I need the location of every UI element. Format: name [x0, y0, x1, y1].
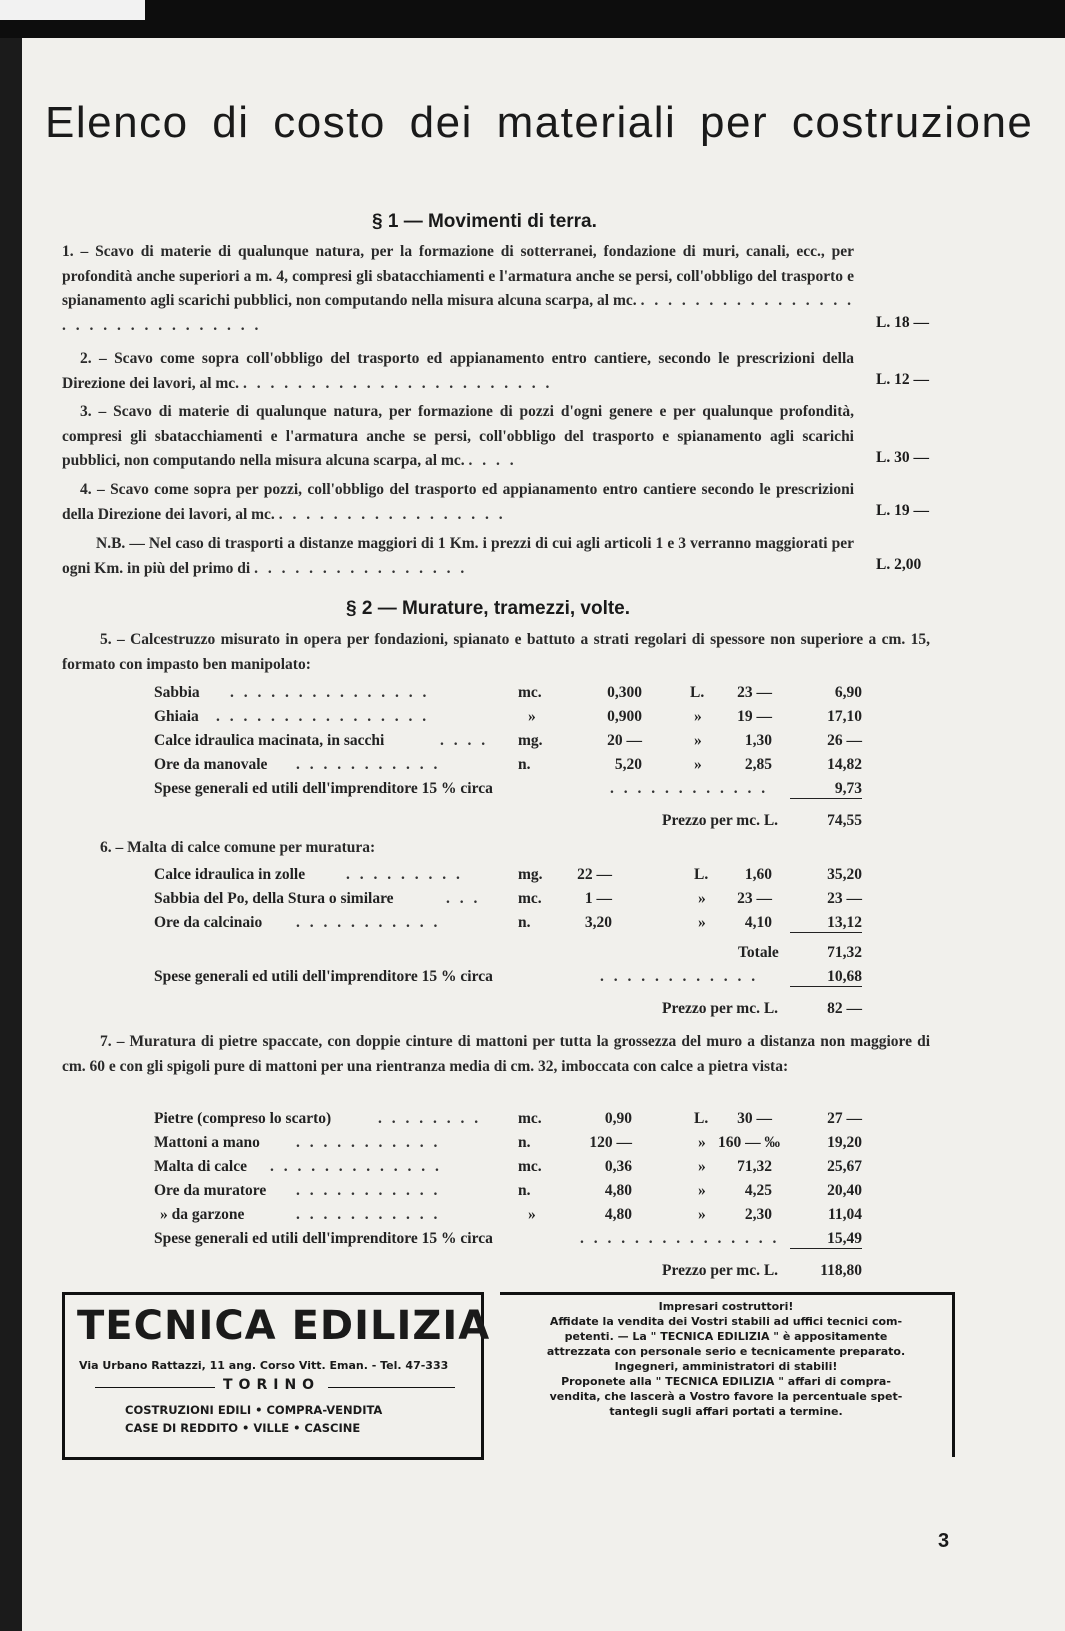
quantity: 20 —	[607, 732, 642, 749]
total-row	[0, 1000, 1000, 1022]
unit: mc.	[518, 684, 542, 701]
currency: L.	[694, 1110, 709, 1127]
amount: 13,12	[790, 914, 862, 933]
item-2-price: L. 12 —	[876, 371, 929, 388]
unit: »	[528, 1206, 536, 1223]
quantity: 0,90	[604, 1110, 632, 1127]
item-text: Scavo come sopra coll'obbligo del trasporto ed appianamento entro cantiere, secondo le prescrizioni della Direzione dei lavori, al mc.	[62, 350, 854, 392]
unit: mg.	[518, 866, 543, 883]
item-7: 7. – Muratura di pietre spaccate, con doppie cinture di mattoni per tutta la grossezza del muro a distanza non maggiore di cm. 60 e con gli spigoli pure di mattoni per una rientranza media di cm. 32, imboccata con calce a pietra vista:	[62, 1033, 931, 1075]
item-number: N.B.	[96, 535, 126, 552]
ad-address: Via Urbano Rattazzi, 11 ang. Corso Vitt. Eman. - Tel. 47-333	[79, 1359, 449, 1372]
item-number: 5.	[100, 631, 112, 648]
rate: 71,32	[737, 1158, 772, 1175]
overhead-amount: 15,49	[790, 1230, 862, 1249]
ad-text	[506, 1299, 946, 1419]
table-row: Ore da muratore . . . . . . . . . . . n. 4,80 » 4,25 20,40	[154, 1182, 862, 1199]
table-row: Pietre (compreso lo scarto) . . . . . . . . mc. 0,90 L. 30 — 27 —	[154, 1110, 862, 1127]
table-row: Sabbia del Po, della Stura o similare . . . mc. 1 — » 23 — 23 —	[154, 890, 862, 907]
amount: 17,10	[827, 708, 862, 725]
table-row: Calce idraulica macinata, in sacchi . . . . mg. 20 — » 1,30 26 —	[154, 732, 862, 749]
amount: 25,67	[827, 1158, 862, 1175]
overhead-amount: 10,68	[790, 968, 862, 987]
ad-line: Proponete alla " TECNICA EDILIZIA " affari di compra-	[561, 1375, 891, 1388]
item-number: 6.	[100, 839, 112, 856]
table-row: Calce idraulica in zolle . . . . . . . . . mg. 22 — L. 1,60 35,20	[154, 866, 862, 883]
currency: L.	[690, 684, 705, 701]
item-number: 2.	[80, 350, 92, 367]
unit: n.	[518, 914, 531, 931]
currency: »	[698, 1206, 706, 1223]
table-row: Malta di calce . . . . . . . . . . . . . mc. 0,36 » 71,32 25,67	[154, 1158, 862, 1175]
rate: 30 —	[737, 1110, 772, 1127]
quantity: 3,20	[584, 914, 612, 931]
scan-top-border	[0, 0, 1065, 38]
amount: 23 —	[827, 890, 862, 907]
section-1-heading: § 1 — Movimenti di terra.	[372, 211, 597, 232]
unit: n.	[518, 1134, 531, 1151]
amount: 19,20	[827, 1134, 862, 1151]
total-label: Prezzo per mc. L.	[662, 812, 779, 829]
ad-line: Affidate la vendita dei Vostri stabili ad uffici tecnici com-	[549, 1315, 903, 1328]
table-row: Ore da manovale . . . . . . . . . . . n. 5,20 » 2,85 14,82	[154, 756, 862, 773]
item-1: 1. – Scavo di materie di qualunque natura, per la formazione di sotterranei, fondazione di muri, canali, ecc., per profondità anche superiori a m. 4, compresi gli sbatacchiamenti e l'armatura anche se persi, coll'obbligo del trasporto e spianamento agli scarichi pubblici, non computando nella misura alcuna scarpa, al mc. . . . . . . . . . . . . . . . . . . . . . . . . . . . . . . .	[62, 243, 855, 334]
rate: 2,30	[744, 1206, 772, 1223]
amount: 20,40	[827, 1182, 862, 1199]
item-3: 3. – Scavo di materie di qualunque natura, per formazione di pozzi d'ogni genere e per qualunque profondità, compresi gli sbatacchiamenti e l'armatura anche se persi, coll'obbligo del trasporto e spianamento agli scarichi pubblici, non computando nella misura alcuna scarpa, al mc. . . . .	[62, 403, 855, 469]
ad-city: TORINO	[215, 1377, 328, 1393]
material-name: Ore da muratore	[154, 1182, 267, 1199]
table-row: Mattoni a mano . . . . . . . . . . . n. 120 — » 160 — ‰ 19,20	[154, 1134, 862, 1151]
currency: »	[694, 732, 702, 749]
quantity: 0,36	[604, 1158, 632, 1175]
page-title: Elenco di costo dei materiali per costruzione	[45, 98, 1034, 147]
rate: 23 —	[737, 890, 772, 907]
ad-brand: TECNICA EDILIZIA	[77, 1303, 491, 1349]
rate: 160 — ‰	[718, 1134, 780, 1151]
ad-line: attrezzata con personale serio e tecnicamente preparato.	[546, 1345, 906, 1358]
item-text: Scavo di materie di qualunque natura, per la formazione di sotterranei, fondazione di muri, canali, ecc., per profondità anche superiori a m. 4, compresi gli sbatacchiamenti e l'armatura anche se persi, coll'obbligo del trasporto e spianamento agli scarichi pubblici, non computando nella misura alcuna scarpa, al mc.	[62, 243, 855, 309]
table-row: Sabbia . . . . . . . . . . . . . . . mc. 0,300 L. 23 — 6,90	[154, 684, 862, 701]
amount: 11,04	[827, 1206, 862, 1223]
rate: 1,30	[744, 732, 772, 749]
amount: 26 —	[827, 732, 862, 749]
currency: »	[694, 708, 702, 725]
subtotal-label: Totale	[738, 944, 779, 961]
ad-services-1: COSTRUZIONI EDILI • COMPRA-VENDITA	[125, 1403, 383, 1417]
ad-line: vendita, che lascerà a Vostro favore la percentuale spet-	[549, 1390, 903, 1403]
quantity: 22 —	[577, 866, 612, 883]
material-name: Calce idraulica in zolle	[154, 866, 306, 883]
item-6: 6. – Malta di calce comune per muratura:	[100, 839, 376, 856]
subtotal-amount: 71,32	[827, 944, 862, 961]
advertisement-box	[62, 1292, 491, 1460]
overhead-label: Spese generali ed utili dell'imprenditore 15 % circa	[154, 968, 493, 985]
material-name: Calce idraulica macinata, in sacchi	[154, 732, 385, 749]
advertisement-text	[500, 1292, 955, 1457]
page-number: 3	[938, 1530, 950, 1552]
total-row	[0, 812, 1000, 834]
item-number: 3.	[80, 403, 92, 420]
quantity: 4,80	[604, 1206, 632, 1223]
total-label: Prezzo per mc. L.	[662, 1000, 779, 1017]
ad-services-2: CASE DI REDDITO • VILLE • CASCINE	[125, 1421, 361, 1435]
ad-line: Ingegneri, amministratori di stabili!	[614, 1360, 838, 1373]
total-label: Prezzo per mc. L.	[662, 1262, 779, 1279]
ad-line: petenti. — La " TECNICA EDILIZIA " è appositamente	[564, 1330, 888, 1343]
total-amount: 118,80	[820, 1262, 862, 1279]
overhead-amount: 9,73	[790, 780, 862, 799]
table-row: Ghiaia . . . . . . . . . . . . . . . . » 0,900 » 19 — 17,10	[154, 708, 862, 725]
material-name: Ore da manovale	[154, 756, 268, 773]
overhead-row: Spese generali ed utili dell'imprenditore 15 % circa . . . . . . . . . . . . . . . 15,49	[154, 1230, 862, 1247]
rate: 2,85	[744, 756, 772, 773]
currency: »	[698, 1134, 706, 1151]
unit: »	[528, 708, 536, 725]
ad-line: tantegli sugli affari portati a termine.	[609, 1405, 843, 1418]
material-name: Mattoni a mano	[154, 1134, 260, 1151]
material-name: Ghiaia	[154, 708, 199, 725]
unit: mc.	[518, 1110, 542, 1127]
scan-left-border	[0, 38, 22, 1631]
overhead-label: Spese generali ed utili dell'imprenditore 15 % circa	[154, 780, 493, 797]
currency: »	[698, 1158, 706, 1175]
quantity: 0,300	[607, 684, 642, 701]
currency: »	[694, 756, 702, 773]
item-text: — Nel caso di trasporti a distanze maggiori di 1 Km. i prezzi di cui agli articoli 1 e 3 verranno maggiorati per ogni Km. in più del primo di	[62, 535, 855, 577]
scan-top-margin	[0, 0, 145, 20]
subtotal-row	[0, 944, 1000, 966]
item-number: 4.	[80, 481, 92, 498]
unit: mc.	[518, 890, 542, 907]
item-nb-price: L. 2,00	[876, 556, 922, 573]
overhead-row: Spese generali ed utili dell'imprenditore 15 % circa . . . . . . . . . . . . 9,73	[154, 780, 862, 797]
item-text: Malta di calce comune per muratura:	[127, 839, 376, 856]
rate: 19 —	[737, 708, 772, 725]
amount: 14,82	[827, 756, 862, 773]
total-amount: 82 —	[827, 1000, 862, 1017]
unit: n.	[518, 1182, 531, 1199]
material-name: » da garzone	[160, 1206, 245, 1223]
unit: mg.	[518, 732, 543, 749]
quantity: 1 —	[584, 890, 612, 907]
unit: n.	[518, 756, 531, 773]
table-row: Ore da calcinaio . . . . . . . . . . . n. 3,20 » 4,10 13,12	[154, 914, 862, 931]
ad-line: Impresari costruttori!	[658, 1300, 794, 1313]
total-amount: 74,55	[827, 812, 862, 829]
overhead-row: Spese generali ed utili dell'imprenditore 15 % circa . . . . . . . . . . . . 10,68	[154, 968, 862, 985]
table-row: » da garzone . . . . . . . . . . . » 4,80 » 2,30 11,04	[160, 1206, 862, 1223]
currency: L.	[694, 866, 709, 883]
currency: »	[698, 914, 706, 931]
quantity: 5,20	[614, 756, 642, 773]
item-text: Muratura di pietre spaccate, con doppie cinture di mattoni per tutta la grossezza del muro a distanza non maggiore di cm. 60 e con gli spigoli pure di mattoni per una rientranza media di cm. 32, imboccata con calce a pietra vista:	[62, 1033, 931, 1075]
quantity: 0,900	[607, 708, 642, 725]
material-name: Ore da calcinaio	[154, 914, 263, 931]
section-2-heading: § 2 — Murature, tramezzi, volte.	[346, 598, 631, 619]
item-text: Calcestruzzo misurato in opera per fondazioni, spianato e battuto a strati regolari di spessore non superiore a cm. 15, formato con impasto ben manipolato:	[62, 631, 930, 673]
material-name: Sabbia del Po, della Stura o similare	[154, 890, 394, 907]
rate: 4,25	[744, 1182, 772, 1199]
item-4-price: L. 19 —	[876, 502, 929, 519]
item-text: Scavo di materie di qualunque natura, per formazione di pozzi d'ogni genere e per qualunque profondità, compresi gli sbatacchiamenti e l'armatura anche se persi, coll'obbligo del trasporto e spianamento agli scarichi pubblici, non computando nella misura alcuna scarpa, al mc.	[62, 403, 855, 469]
item-nb: N.B. — Nel caso di trasporti a distanze maggiori di 1 Km. i prezzi di cui agli articoli 1 e 3 verranno maggiorati per ogni Km. in più del primo di . . . . . . . . . . . . . . . .	[62, 535, 855, 577]
overhead-label: Spese generali ed utili dell'imprenditore 15 % circa	[154, 1230, 493, 1247]
total-row	[0, 1262, 1000, 1284]
item-number: 7.	[100, 1033, 112, 1050]
currency: »	[698, 890, 706, 907]
rate: 4,10	[744, 914, 772, 931]
item-3-price: L. 30 —	[876, 449, 929, 466]
currency: »	[698, 1182, 706, 1199]
amount: 6,90	[834, 684, 862, 701]
item-1-price: L. 18 —	[876, 314, 929, 331]
item-number: 1.	[62, 243, 74, 260]
item-5: 5. – Calcestruzzo misurato in opera per fondazioni, spianato e battuto a strati regolari di spessore non superiore a cm. 15, formato con impasto ben manipolato:	[62, 631, 930, 673]
quantity: 120 —	[589, 1134, 632, 1151]
item-2: 2. – Scavo come sopra coll'obbligo del trasporto ed appianamento entro cantiere, secondo le prescrizioni della Direzione dei lavori, al mc. . . . . . . . . . . . . . . . . . . . . . . .	[62, 350, 854, 392]
amount: 27 —	[827, 1110, 862, 1127]
unit: mc.	[518, 1158, 542, 1175]
material-name: Malta di calce	[154, 1158, 247, 1175]
rate: 23 —	[737, 684, 772, 701]
material-name: Sabbia	[154, 684, 200, 701]
quantity: 4,80	[604, 1182, 632, 1199]
item-text: Scavo come sopra per pozzi, coll'obbligo del trasporto ed appianamento entro cantiere secondo le prescrizioni della Direzione dei lavori, al mc.	[62, 481, 854, 523]
material-name: Pietre (compreso lo scarto)	[154, 1110, 332, 1127]
item-4: 4. – Scavo come sopra per pozzi, coll'obbligo del trasporto ed appianamento entro cantiere secondo le prescrizioni della Direzione dei lavori, al mc. . . . . . . . . . . . . . . . . .	[62, 481, 854, 523]
amount: 35,20	[827, 866, 862, 883]
rate: 1,60	[744, 866, 772, 883]
